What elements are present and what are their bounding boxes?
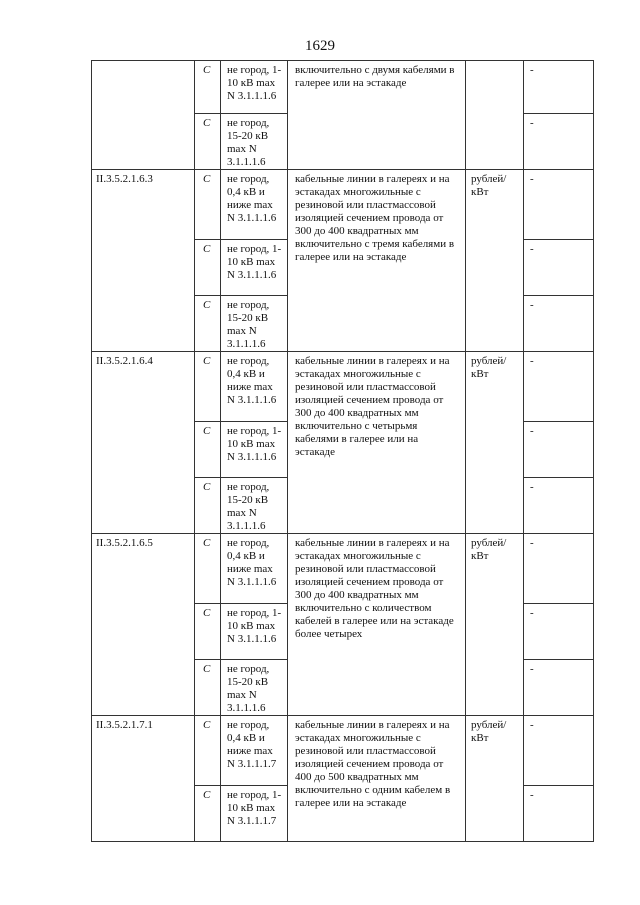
table-row: [92, 352, 594, 422]
unit-cell: рублей/ кВт: [466, 352, 524, 534]
unit-cell: рублей/ кВт: [466, 534, 524, 716]
subcategory-cell: не город, 15-20 кВ max N 3.1.1.1.6: [221, 478, 288, 534]
item-code: II.3.5.2.1.6.4: [92, 352, 195, 534]
tariff-table: [91, 60, 594, 842]
value-cell: -: [524, 786, 594, 842]
table-row: [92, 61, 594, 114]
description-cell: кабельные линии в галереях и на эстакадах многожильные с резиновой или пластмассовой изоляцией сечением провода от 400 до 500 квадратных мм включительно с одним кабелем в галерее или на эстакаде: [288, 716, 466, 842]
subcategory-cell: не город, 15-20 кВ max N 3.1.1.1.6: [221, 660, 288, 716]
subcategory-cell: не город, 15-20 кВ max N 3.1.1.1.6: [221, 114, 288, 170]
value-cell: -: [524, 478, 594, 534]
value-cell: -: [524, 660, 594, 716]
table-row: [92, 534, 594, 604]
value-cell: -: [524, 534, 594, 604]
subcategory-cell: не город, 1-10 кВ max N 3.1.1.1.6: [221, 61, 288, 114]
table-row: [92, 716, 594, 786]
description-cell: кабельные линии в галереях и на эстакадах многожильные с резиновой или пластмассовой изоляцией сечением провода от 300 до 400 квадратных мм включительно с тремя кабелями в галерее или на эстакаде: [288, 170, 466, 352]
category-cell: С: [195, 170, 221, 240]
value-cell: -: [524, 114, 594, 170]
page-number: 1629: [305, 38, 335, 54]
category-cell: С: [195, 716, 221, 786]
category-cell: С: [195, 660, 221, 716]
unit-cell: рублей/ кВт: [466, 170, 524, 352]
value-cell: -: [524, 61, 594, 114]
category-cell: С: [195, 422, 221, 478]
item-code: II.3.5.2.1.6.5: [92, 534, 195, 716]
value-cell: -: [524, 604, 594, 660]
description-cell: включительно с двумя кабелями в галерее или на эстакаде: [288, 61, 466, 170]
value-cell: -: [524, 240, 594, 296]
subcategory-cell: не город, 1-10 кВ max N 3.1.1.1.7: [221, 786, 288, 842]
category-cell: С: [195, 604, 221, 660]
category-cell: С: [195, 478, 221, 534]
category-cell: С: [195, 240, 221, 296]
description-cell: кабельные линии в галереях и на эстакадах многожильные с резиновой или пластмассовой изоляцией сечением провода от 300 до 400 квадратных мм включительно с количеством кабелей в галерее или на эстакаде более четырех: [288, 534, 466, 716]
item-code: II.3.5.2.1.6.3: [92, 170, 195, 352]
subcategory-cell: не город, 15-20 кВ max N 3.1.1.1.6: [221, 296, 288, 352]
category-cell: С: [195, 114, 221, 170]
item-code: [92, 61, 195, 170]
value-cell: -: [524, 296, 594, 352]
subcategory-cell: не город, 1-10 кВ max N 3.1.1.1.6: [221, 604, 288, 660]
subcategory-cell: не город, 0,4 кВ и ниже max N 3.1.1.1.6: [221, 170, 288, 240]
unit-cell: [466, 61, 524, 170]
category-cell: С: [195, 61, 221, 114]
value-cell: -: [524, 352, 594, 422]
subcategory-cell: не город, 1-10 кВ max N 3.1.1.1.6: [221, 240, 288, 296]
subcategory-cell: не город, 0,4 кВ и ниже max N 3.1.1.1.6: [221, 352, 288, 422]
category-cell: С: [195, 352, 221, 422]
category-cell: С: [195, 296, 221, 352]
unit-cell: рублей/ кВт: [466, 716, 524, 842]
subcategory-cell: не город, 0,4 кВ и ниже max N 3.1.1.1.6: [221, 534, 288, 604]
category-cell: С: [195, 786, 221, 842]
item-code: II.3.5.2.1.7.1: [92, 716, 195, 842]
subcategory-cell: не город, 0,4 кВ и ниже max N 3.1.1.1.7: [221, 716, 288, 786]
value-cell: -: [524, 170, 594, 240]
category-cell: С: [195, 534, 221, 604]
value-cell: -: [524, 422, 594, 478]
value-cell: -: [524, 716, 594, 786]
subcategory-cell: не город, 1-10 кВ max N 3.1.1.1.6: [221, 422, 288, 478]
table-row: [92, 170, 594, 240]
description-cell: кабельные линии в галереях и на эстакадах многожильные с резиновой или пластмассовой изоляцией сечением провода от 300 до 400 квадратных мм включительно с четырьмя кабелями в галерее или на эстакаде: [288, 352, 466, 534]
